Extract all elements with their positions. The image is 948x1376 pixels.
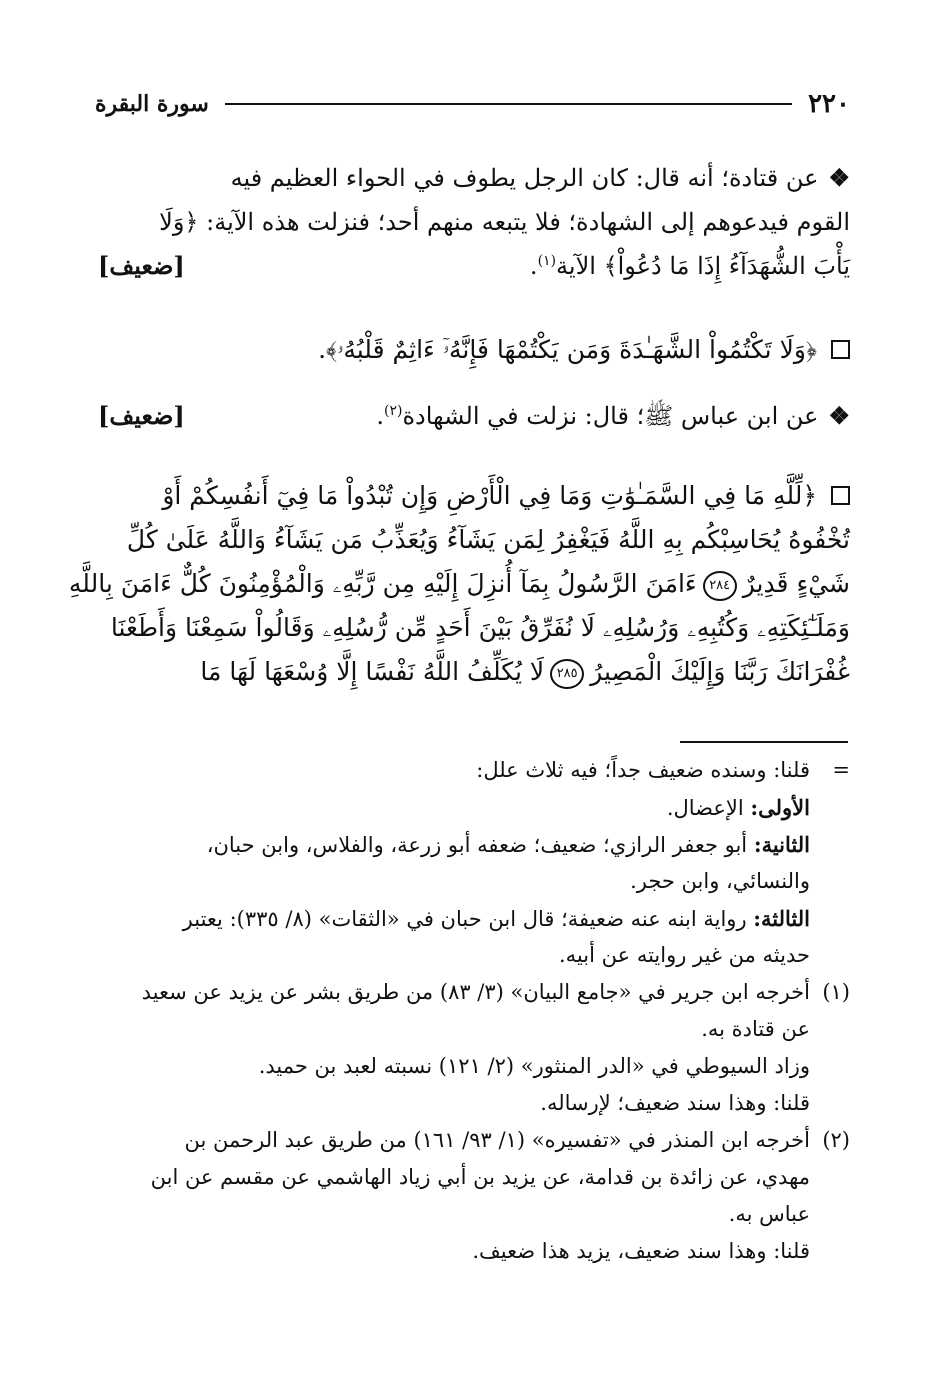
footnote-label: الأولى: (750, 795, 810, 820)
verse-text: وَمَلَـٰٓئِكَتِهِۦ وَكُتُبِهِۦ وَرُسُلِهِۦ لَا نُفَرِّقُ بَيْنَ أَحَدٍ مِّن رُّسُلِهِۦ وَقَالُواْ سَمِعْنَا وَأَطَعْنَا (110, 613, 850, 642)
verse-text: تُخْفُوهُ يُحَاسِبْكُم بِهِ اللَّهُ فَيَغْفِرُ لِمَن يَشَآءُ وَيُعَذِّبُ مَن يَشَآءُ وَاللَّهُ عَلَىٰ كُلِّ (126, 525, 850, 554)
footnote-line (98, 826, 850, 863)
footnote-text: عن قتادة به. (701, 1017, 810, 1041)
footnote-line (98, 863, 850, 900)
text-line (98, 244, 850, 288)
grade-label: [ضعيف] (98, 251, 185, 280)
verse-text: ﴿وَلَا تَكْتُمُواْ الشَّهَـٰدَةَ وَمَن يَكْتُمْهَا فَإِنَّهُۥٓ ءَاثِمٌ قَلْبُهُۥ﴾. (318, 335, 817, 364)
footnote-line (98, 752, 850, 789)
narration-text: . (376, 402, 384, 430)
footnote-line (98, 1011, 850, 1048)
narration-qatada (98, 156, 850, 288)
footnote-line (98, 1122, 850, 1159)
narration-text: القوم فيدعوهم إلى الشهادة؛ فلا يتبعه منهم أحد؛ فنزلت هذه الآية: ﴿وَلَا (159, 208, 850, 236)
footnote-text: مهدي، عن زائدة بن قدامة، عن يزيد بن أبي زياد الهاشمي عن مقسم عن ابن (150, 1165, 810, 1189)
footnote-line (98, 1085, 850, 1122)
footnote-text: قلنا: وهذا سند ضعيف؛ لإرساله. (540, 1091, 810, 1115)
footnote-line (98, 937, 850, 974)
surah-title: سورة البقرة (95, 91, 209, 117)
footnote-line (98, 1196, 850, 1233)
diamond-bullet-icon: ❖ (828, 163, 850, 192)
verse-text: ﴿لِّلَّهِ مَا فِي السَّمَـٰوَٰتِ وَمَا فِي الْأَرْضِ وَإِن تُبْدُواْ مَا فِيٓ أَنفُسِكُمْ أَوْ (162, 481, 817, 510)
footnotes (98, 752, 850, 1270)
footnote-line (98, 789, 850, 826)
narration-text: . (529, 252, 538, 280)
footnote-line (98, 1233, 850, 1270)
footnote-text: والنسائي، وابن حجر. (630, 869, 810, 893)
verse-line (98, 606, 850, 650)
text-line (98, 156, 850, 200)
footnote-line (98, 1048, 850, 1085)
grade-label: [ضعيف] (98, 401, 185, 430)
diamond-bullet-icon: ❖ (828, 401, 850, 430)
verse-line (98, 328, 850, 372)
footnote-separator (680, 741, 848, 743)
verse-text: لَا يُكَلِّفُ اللَّهُ نَفْسًا إِلَّا وُسْعَهَا لَهَا مَا (200, 657, 545, 686)
page-header (95, 86, 850, 122)
footnote-text: الإعضال. (666, 796, 744, 820)
narration-ibn-abbas (98, 394, 850, 438)
continuation-marker: = (832, 758, 850, 782)
footnote-text: أبو جعفر الرازي؛ ضعيف؛ ضعفه أبو زرعة، والفلاس، وابن حبان، (206, 833, 748, 857)
footnote-text: رواية ابنه عنه ضعيفة؛ قال ابن حبان في «الثقات» (٨/ ٣٣٥): يعتبر (182, 907, 747, 931)
verse-text: غُفْرَانَكَ رَبَّنَا وَإِلَيْكَ الْمَصِيرُ (590, 657, 850, 686)
verse-text: ءَامَنَ الرَّسُولُ بِمَآ أُنزِلَ إِلَيْهِ مِن رَّبِّهِۦ وَالْمُؤْمِنُونَ كُلٌّ ءَامَنَ بِاللَّهِ (68, 569, 697, 598)
square-bullet-icon (831, 340, 850, 359)
verse-text: شَيْءٍ قَدِيرٌ (742, 569, 850, 598)
footnote-text: قلنا: وسنده ضعيف جداً؛ فيه ثلاث علل: (476, 758, 810, 782)
text-line (98, 200, 850, 244)
verse-line (98, 518, 850, 562)
footnote-text: أخرجه ابن المنذر في «تفسيره» (١/ ٩٣/ ١٦١) من طريق عبد الرحمن بن (184, 1128, 810, 1152)
footnote-line (98, 974, 850, 1011)
footnote-text: حديثه من غير روايته عن أبيه. (559, 943, 810, 967)
page-number: ٢٢٠ (808, 89, 850, 119)
square-bullet-icon (831, 486, 850, 505)
footnote-ref: (٢) (384, 403, 403, 419)
ayah-number-marker: ٢٨٥ (550, 659, 584, 689)
narration-text: عن ابن عباس ﷺ؛ قال: نزلت في الشهادة (402, 402, 819, 430)
footnote-text: وزاد السيوطي في «الدر المنثور» (٢/ ١٢١) نسبته لعبد بن حميد. (258, 1054, 810, 1078)
footnote-label: الثالثة: (753, 906, 810, 931)
text-line (98, 394, 850, 438)
footnote-text: أخرجه ابن جرير في «جامع البيان» (٣/ ٨٣) من طريق بشر عن يزيد عن سعيد (141, 980, 810, 1004)
verse-line (98, 474, 850, 518)
footnote-label: الثانية: (753, 832, 810, 857)
ayah-number-marker: ٢٨٤ (703, 571, 737, 601)
footnote-text: عباس به. (728, 1202, 810, 1226)
narration-text: يَأْبَ الشُّهَدَآءُ إِذَا مَا دُعُواْ﴾ الآية (556, 252, 850, 280)
verse-line (68, 562, 850, 606)
footnote-ref: (١) (537, 253, 557, 269)
footnote-number: (٢) (822, 1128, 850, 1152)
footnote-line (98, 900, 850, 937)
footnote-line (98, 1159, 850, 1196)
footnote-number: (١) (822, 980, 850, 1004)
narration-text: عن قتادة؛ أنه قال: كان الرجل يطوف في الحواء العظيم فيه (230, 164, 819, 192)
footnote-text: قلنا: وهذا سند ضعيف، يزيد هذا ضعيف. (472, 1239, 810, 1263)
verse-line (98, 650, 850, 694)
verses-284-286 (68, 474, 850, 694)
verse-283 (98, 328, 850, 372)
header-rule (225, 103, 792, 105)
